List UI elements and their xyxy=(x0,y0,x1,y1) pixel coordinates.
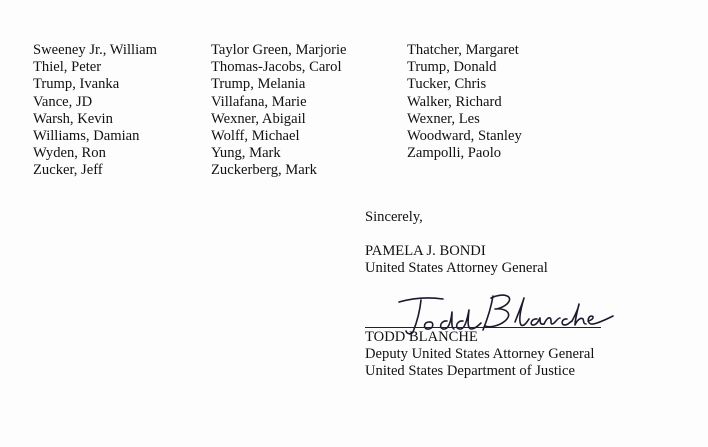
recipient-name: Trump, Melania xyxy=(211,76,306,93)
signatory-department: United States Department of Justice xyxy=(365,363,575,379)
recipient-name: Yung, Mark xyxy=(211,145,281,162)
recipient-name: Taylor Green, Marjorie xyxy=(211,42,347,58)
recipient-name: Sweeney Jr., William xyxy=(33,42,157,58)
recipient-name: Vance, JD xyxy=(33,93,93,110)
recipient-name: Zucker, Jeff xyxy=(33,162,103,179)
recipient-column-1 xyxy=(33,42,157,180)
recipient-name: Walker, Richard xyxy=(407,93,502,110)
recipient-name: Woodward, Stanley xyxy=(407,128,522,145)
recipient-name: Thiel, Peter xyxy=(33,59,102,76)
recipient-name: Trump, Ivanka xyxy=(33,76,120,93)
recipient-name: Zuckerberg, Mark xyxy=(211,162,317,179)
recipient-name: Villafana, Marie xyxy=(211,93,307,110)
recipient-name: Wexner, Les xyxy=(407,110,480,127)
closing-salutation: Sincerely, xyxy=(365,209,423,225)
recipient-column-2 xyxy=(211,42,347,180)
signature-line xyxy=(365,327,601,328)
recipient-name: Thomas-Jacobs, Carol xyxy=(211,59,342,76)
recipient-name: Williams, Damian xyxy=(33,128,140,145)
signatory-name: PAMELA J. BONDI xyxy=(365,243,486,259)
recipient-name: Trump, Donald xyxy=(407,59,497,76)
recipient-name: Tucker, Chris xyxy=(407,76,487,93)
signatory-title: United States Attorney General xyxy=(365,260,548,276)
signatory-title: Deputy United States Attorney General xyxy=(365,346,595,362)
recipient-name: Wyden, Ron xyxy=(33,145,106,162)
recipient-name: Wexner, Abigail xyxy=(211,110,306,127)
recipient-column-3 xyxy=(407,42,522,162)
recipient-name: Zampolli, Paolo xyxy=(407,145,502,162)
recipient-name: Thatcher, Margaret xyxy=(407,42,519,58)
recipient-name: Wolff, Michael xyxy=(211,128,300,145)
signatory-name: TODD BLANCHE xyxy=(365,329,478,345)
recipient-name: Warsh, Kevin xyxy=(33,110,113,127)
